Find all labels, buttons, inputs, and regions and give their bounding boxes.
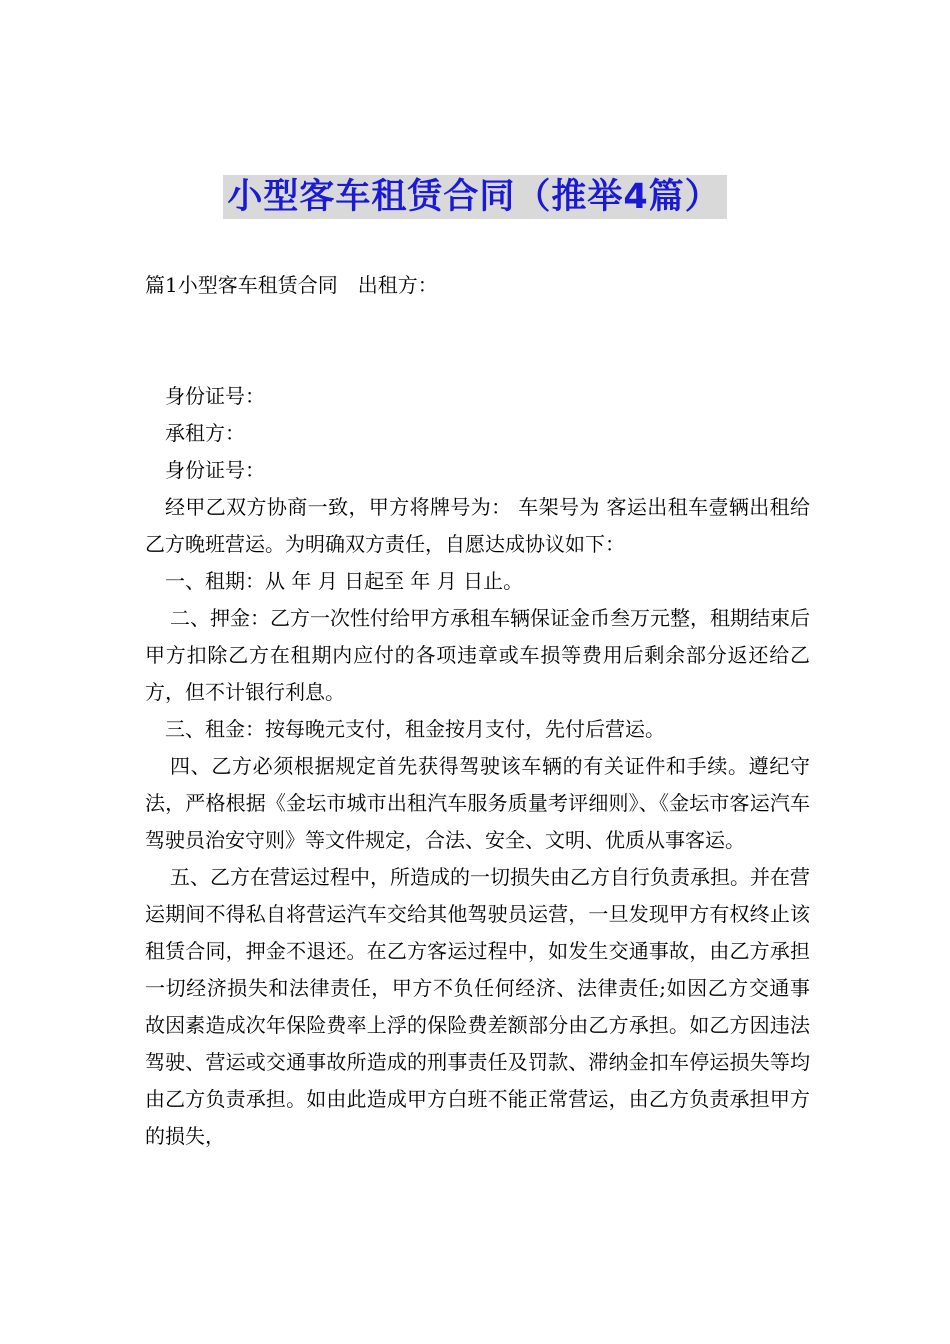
paragraph-lessee: 承租方： <box>165 421 245 445</box>
title-container <box>0 175 950 219</box>
paragraph-clause-1: 一、租期：从 年 月 日起至 年 月 日止。 <box>165 569 524 593</box>
paragraph-clause-5: 五、乙方在营运过程中，所造成的一切损失由乙方自行负责承担。并在营运期间不得私自将营运汽车交给其他驾驶员运营，一旦发现甲方有权终止该租赁合同，押金不退还。在乙方客运过程中，如发生交通事故，由乙方承担一切经济损失和法律责任，甲方不负任何经济、法律责任;如因乙方交通事故因素造成次年保险费率上浮的保险费差额部分由乙方承担。如乙方因违法驾驶、营运或交通事故所造成的刑事责任及罚款、滞纳金扣车停运损失等均由乙方负责承担。如由此造成甲方白班不能正常营运，由乙方负责承担甲方的损失， <box>145 865 810 1148</box>
document-body <box>145 378 810 1155</box>
document-title: 小型客车租赁合同（推举4篇） <box>223 175 726 219</box>
paragraph-agreement-intro: 经甲乙双方协商一致，甲方将牌号为： 车架号为 客运出租车壹辆出租给乙方晚班营运。为明确双方责任，自愿达成协议如下： <box>145 495 810 556</box>
paragraph-clause-3: 三、租金：按每晚元支付，租金按月支付，先付后营运。 <box>165 717 665 741</box>
paragraph-id-number-lessor: 身份证号： <box>165 384 265 408</box>
paragraph-clause-2: 二、押金：乙方一次性付给甲方承租车辆保证金币叁万元整，租期结束后甲方扣除乙方在租期内应付的各项违章或车损等费用后剩余部分返还给乙方，但不计银行利息。 <box>145 606 810 704</box>
paragraph-clause-4: 四、乙方必须根据规定首先获得驾驶该车辆的有关证件和手续。遵纪守法，严格根据《金坛市城市出租汽车服务质量考评细则》、《金坛市客运汽车驾驶员治安守则》等文件规定，合法、安全、文明、优质从事客运。 <box>145 754 810 852</box>
section-heading: 篇1小型客车租赁合同 出租方： <box>145 273 438 297</box>
paragraph-id-number-lessee: 身份证号： <box>165 458 265 482</box>
